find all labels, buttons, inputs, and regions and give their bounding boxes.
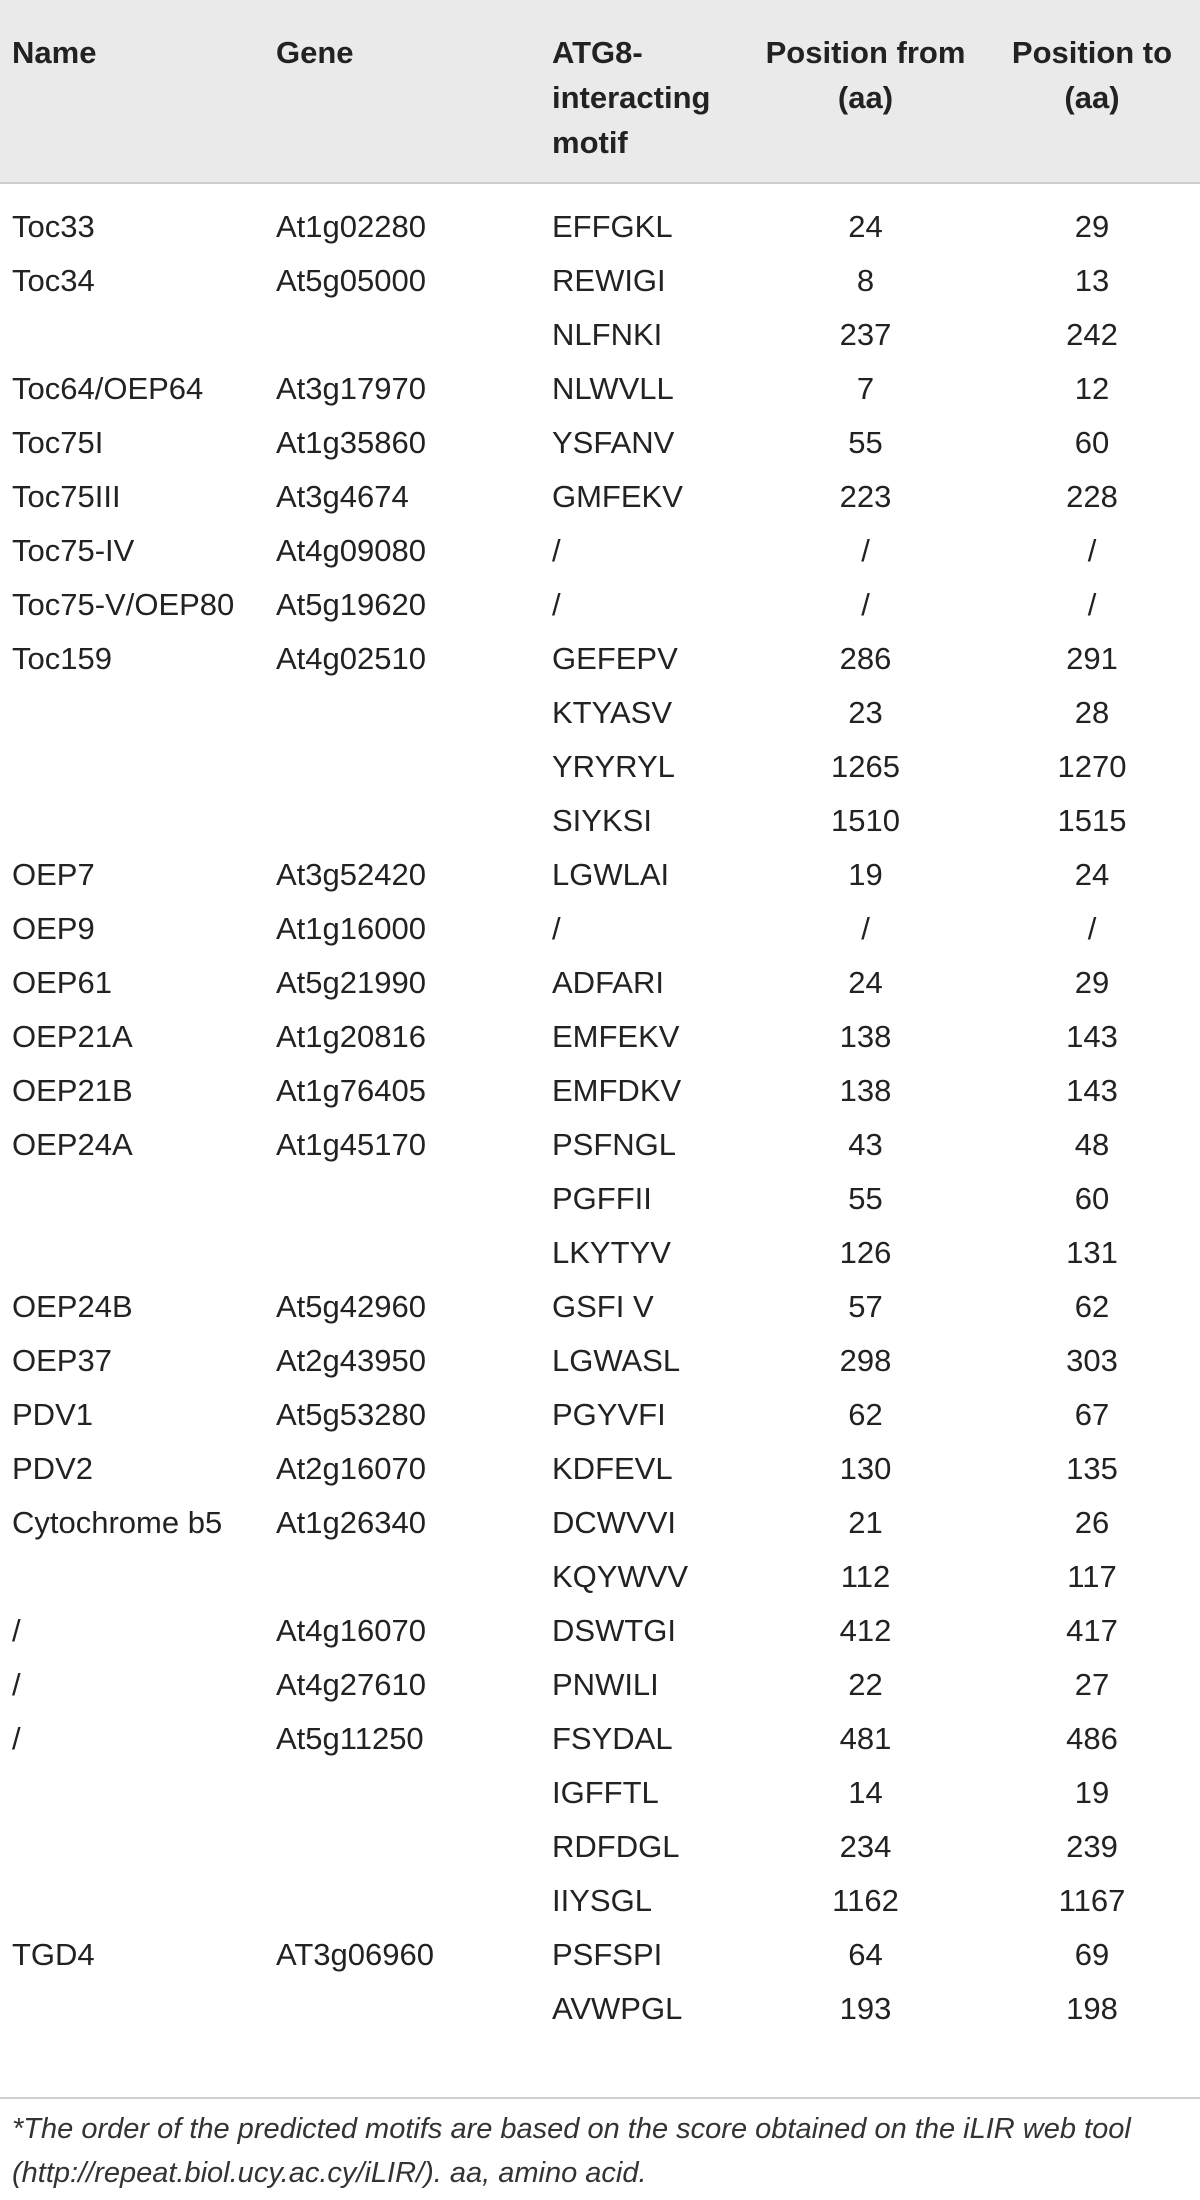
cell-motif: KDFEVL [552,1451,673,1486]
cell-motif: FSYDAL [552,1721,673,1756]
cell-gene [276,744,552,798]
cell-position-to: 28 [1074,695,1110,730]
table-row [0,744,1200,798]
cell-gene [276,1770,552,1824]
cell-position-to: 69 [1074,1937,1110,1972]
cell-position-from: 223 [839,479,892,514]
cell-gene: At3g4674 [276,479,409,514]
cell-motif: PGFFII [552,1181,652,1216]
cell-motif: PSFSPI [552,1937,663,1972]
cell-motif: REWIGI [552,263,666,298]
cell-position-to: 29 [1074,965,1110,1000]
cell-name [0,1824,276,1878]
cell-gene [276,1554,552,1608]
cell-gene: At3g17970 [276,371,426,406]
cell-position-from: 234 [839,1829,892,1864]
cell-position-from: 55 [848,425,883,460]
cell-name: Cytochrome b5 [12,1505,223,1540]
cell-position-to: 12 [1074,371,1110,406]
cell-position-from: 24 [848,965,883,1000]
cell-position-to: 29 [1074,209,1110,244]
cell-motif: EMFDKV [552,1073,682,1108]
cell-motif: PSFNGL [552,1127,677,1162]
cell-position-from: 481 [839,1721,892,1756]
cell-position-to: 24 [1074,857,1110,892]
cell-gene: At1g20816 [276,1019,426,1054]
cell-gene: At4g16070 [276,1613,426,1648]
cell-name: Toc34 [12,263,95,298]
table-row [0,906,1200,960]
table-bottom-rule [0,2097,1200,2099]
cell-position-from: 64 [848,1937,883,1972]
cell-name: / [12,1721,21,1756]
cell-motif: / [552,911,561,946]
table-row [0,1932,1200,1986]
cell-gene: At3g52420 [276,857,426,892]
cell-gene: At5g11250 [276,1721,424,1756]
cell-name: OEP21A [12,1019,133,1054]
header-gene: Gene [276,0,552,183]
cell-motif: DCWVVI [552,1505,676,1540]
cell-position-from: 112 [840,1559,891,1594]
cell-position-to: 131 [1066,1235,1118,1270]
cell-name [0,1770,276,1824]
cell-motif: GMFEKV [552,479,683,514]
header-motif-line3: motif [552,125,628,160]
cell-motif: EMFEKV [552,1019,680,1054]
cell-position-from: 22 [848,1667,883,1702]
table-row [0,258,1200,312]
cell-motif: KQYWVV [552,1559,689,1594]
cell-gene: At4g02510 [276,641,426,676]
cell-position-from: 126 [839,1235,892,1270]
cell-position-to: 228 [1066,479,1118,514]
cell-name [0,1554,276,1608]
cell-name [0,1986,276,2040]
cell-position-from: 55 [848,1181,883,1216]
cell-position-to: / [1087,533,1097,568]
header-to-line2: (aa) [1064,80,1120,115]
header-motif [552,0,747,183]
cell-position-to: / [1087,587,1097,622]
cell-motif: KTYASV [552,695,673,730]
cell-motif: IIYSGL [552,1883,652,1918]
header-from-line2: (aa) [837,80,894,115]
table-row [0,1068,1200,1122]
cell-gene [276,690,552,744]
cell-position-to: 1167 [1058,1883,1126,1918]
cell-position-from: 21 [848,1505,883,1540]
cell-motif: PNWILI [552,1667,659,1702]
cell-motif: PGYVFI [552,1397,666,1432]
table-body [0,183,1200,2040]
cell-name: OEP21B [12,1073,133,1108]
header-position-to [984,0,1200,183]
cell-position-to: 143 [1066,1019,1118,1054]
header-name: Name [0,0,276,183]
table-row [0,960,1200,1014]
table-row [0,1716,1200,1770]
cell-position-from: 286 [839,641,892,676]
cell-name: TGD4 [12,1937,95,1972]
cell-motif: SIYKSI [552,803,652,838]
cell-position-to: 486 [1066,1721,1118,1756]
table-row [0,1662,1200,1716]
cell-position-from: 1162 [832,1883,899,1918]
cell-position-from: 57 [848,1289,883,1324]
cell-name: Toc33 [12,209,95,244]
cell-position-from: 1510 [831,803,900,838]
cell-gene [276,312,552,366]
cell-motif: NLWVLL [552,371,674,406]
cell-position-from: / [861,533,870,568]
cell-name: Toc75I [12,425,104,460]
cell-gene: At5g53280 [276,1397,426,1432]
cell-motif: EFFGKL [552,209,673,244]
cell-position-from: 237 [839,317,892,352]
table-row [0,1554,1200,1608]
cell-motif: LGWASL [552,1343,681,1378]
header-position-from [747,0,984,183]
table-row [0,636,1200,690]
cell-position-to: 135 [1066,1451,1118,1486]
table-row [0,1608,1200,1662]
cell-position-to: 60 [1074,1181,1110,1216]
table-row [0,1176,1200,1230]
cell-name: Toc64/OEP64 [12,371,204,406]
cell-name: / [12,1613,21,1648]
table-row [0,528,1200,582]
cell-position-to: / [1087,911,1097,946]
cell-motif: LGWLAI [552,857,670,892]
cell-position-from: 130 [839,1451,892,1486]
cell-motif: AVWPGL [552,1991,683,2026]
cell-position-to: 60 [1074,425,1110,460]
cell-name [0,690,276,744]
cell-name: OEP61 [12,965,112,1000]
cell-motif: LKYTYV [552,1235,671,1270]
cell-gene: At1g35860 [276,425,426,460]
table-row [0,1122,1200,1176]
cell-name: Toc159 [12,641,112,676]
cell-gene: At5g05000 [276,263,426,298]
cell-position-from: 43 [848,1127,883,1162]
cell-gene [276,1230,552,1284]
cell-position-to: 26 [1074,1505,1110,1540]
cell-motif: GSFI V [552,1289,654,1324]
cell-position-from: 193 [839,1991,892,2026]
cell-name: / [12,1667,21,1702]
cell-position-to: 62 [1074,1289,1110,1324]
cell-name: Toc75-V/OEP80 [12,587,235,622]
cell-name: PDV1 [12,1397,93,1432]
cell-position-to: 242 [1066,317,1118,352]
cell-position-from: / [861,911,870,946]
cell-name: PDV2 [12,1451,93,1486]
cell-position-to: 417 [1066,1613,1118,1648]
cell-motif: YSFANV [552,425,675,460]
table-row [0,1878,1200,1932]
cell-position-to: 239 [1066,1829,1118,1864]
cell-position-to: 291 [1066,641,1118,676]
table-row [0,1014,1200,1068]
table-row [0,366,1200,420]
cell-gene [276,1986,552,2040]
cell-gene [276,1824,552,1878]
cell-gene [276,1878,552,1932]
cell-position-from: 24 [848,209,883,244]
cell-gene: At2g43950 [276,1343,426,1378]
table-row [0,420,1200,474]
cell-position-to: 1270 [1057,749,1127,784]
table-header-row [0,0,1200,183]
cell-position-to: 303 [1066,1343,1118,1378]
cell-gene: At1g45170 [276,1127,426,1162]
cell-position-from: 1265 [831,749,900,784]
table-row [0,1824,1200,1878]
cell-position-to: 117 [1067,1559,1117,1594]
cell-position-from: 62 [848,1397,883,1432]
cell-motif: / [552,533,561,568]
cell-gene: At5g42960 [276,1289,426,1324]
cell-motif: NLFNKI [552,317,663,352]
table-row [0,1392,1200,1446]
cell-name [0,744,276,798]
cell-position-to: 48 [1074,1127,1110,1162]
cell-name [0,1176,276,1230]
table-row [0,1284,1200,1338]
table-row [0,474,1200,528]
cell-position-to: 13 [1074,263,1110,298]
table-row [0,798,1200,852]
cell-position-from: 8 [856,263,875,298]
table-footnote: *The order of the predicted motifs are based on the score obtained on the iLIR web tool (http://repeat.biol.ucy.ac.cy/iLIR/). aa, amino acid. [12,2113,1131,2189]
table-row [0,1986,1200,2040]
cell-name: Toc75III [12,479,121,514]
cell-gene [276,1176,552,1230]
cell-position-from: 412 [839,1613,892,1648]
cell-position-from: 19 [848,857,883,892]
cell-name [0,1230,276,1284]
header-from-line1: Position from [765,35,966,70]
cell-position-to: 198 [1066,1991,1118,2026]
cell-name: OEP37 [12,1343,112,1378]
cell-gene: At5g21990 [276,965,426,1000]
table-row [0,690,1200,744]
cell-position-from: / [861,587,870,622]
header-motif-line2: interacting [552,80,711,115]
cell-gene: At4g27610 [276,1667,426,1702]
cell-gene: At4g09080 [276,533,426,568]
table-row [0,1230,1200,1284]
table-row [0,1446,1200,1500]
cell-position-to: 1515 [1057,803,1127,838]
cell-position-to: 19 [1074,1775,1110,1810]
table-row [0,1770,1200,1824]
cell-position-from: 138 [839,1073,892,1108]
table-row [0,312,1200,366]
cell-position-to: 27 [1074,1667,1110,1702]
cell-name [0,312,276,366]
cell-motif: RDFDGL [552,1829,680,1864]
cell-gene: At1g16000 [276,911,426,946]
cell-name: Toc75-IV [12,533,135,568]
cell-position-from: 138 [839,1019,892,1054]
cell-gene: At2g16070 [276,1451,426,1486]
cell-motif: DSWTGI [552,1613,676,1648]
cell-motif: / [552,587,561,622]
cell-name: OEP9 [12,911,95,946]
table-row [0,183,1200,258]
cell-position-from: 23 [848,695,883,730]
table-row [0,852,1200,906]
cell-motif: GEFEPV [552,641,678,676]
cell-position-from: 298 [839,1343,892,1378]
cell-motif: ADFARI [552,965,664,1000]
cell-name: OEP24B [12,1289,133,1324]
cell-name [0,1878,276,1932]
cell-gene [276,798,552,852]
cell-motif: IGFFTL [552,1775,659,1810]
cell-name: OEP7 [12,857,95,892]
cell-position-from: 14 [848,1775,883,1810]
header-motif-line1: ATG8- [552,35,643,70]
cell-name: OEP24A [12,1127,133,1162]
cell-motif: YRYRYL [552,749,675,784]
cell-gene: At1g02280 [276,209,426,244]
table-row [0,1338,1200,1392]
cell-name [0,798,276,852]
header-to-line1: Position to [1011,35,1173,70]
cell-position-to: 143 [1066,1073,1118,1108]
cell-gene: At1g26340 [276,1505,426,1540]
cell-gene: At5g19620 [276,587,426,622]
cell-gene: At1g76405 [276,1073,426,1108]
cell-gene: AT3g06960 [276,1937,434,1972]
table-row [0,582,1200,636]
table-row [0,1500,1200,1554]
cell-position-from: 7 [856,371,875,406]
cell-position-to: 67 [1074,1397,1110,1432]
